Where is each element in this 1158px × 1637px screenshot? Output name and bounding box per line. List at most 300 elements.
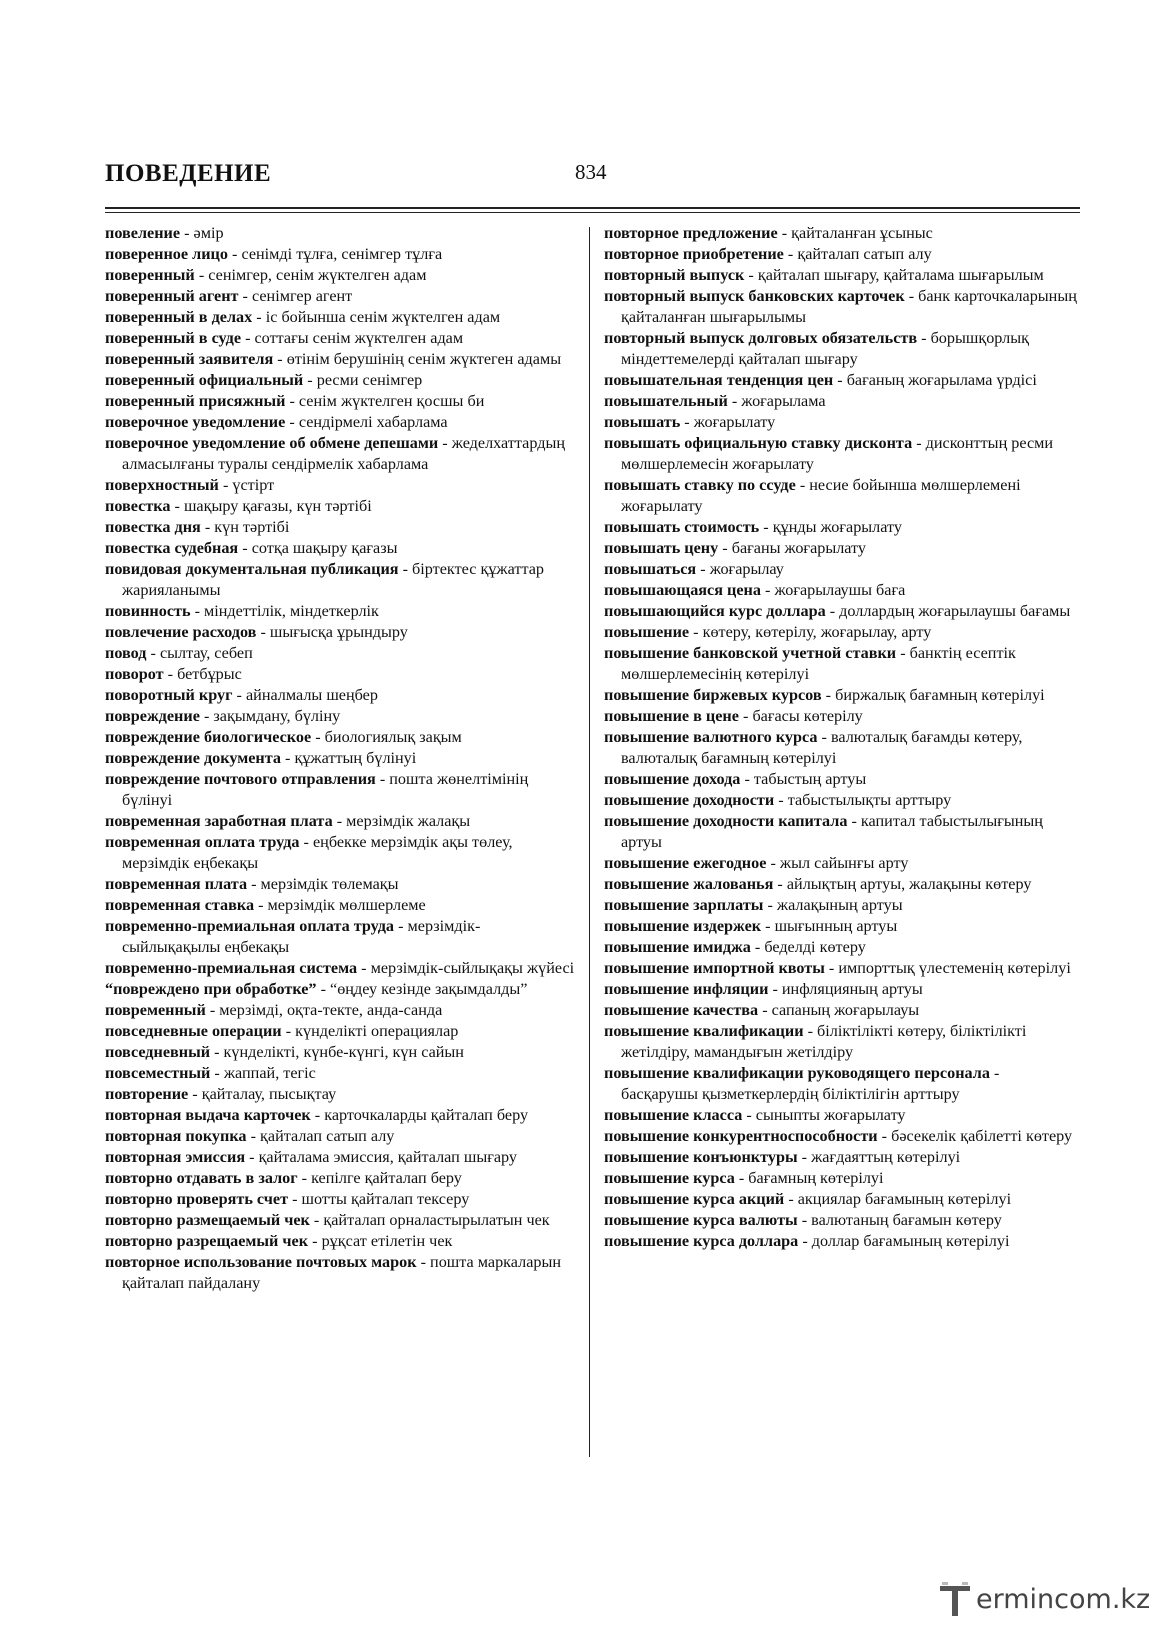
entry-term: повременно-премиальная оплата труда xyxy=(105,917,395,935)
dictionary-entry xyxy=(604,1105,1080,1126)
entry-separator: - xyxy=(989,1064,1000,1082)
dictionary-entry xyxy=(604,286,1080,328)
entry-separator: - xyxy=(689,623,703,641)
entry-term: повторение xyxy=(105,1085,189,1103)
dictionary-entry xyxy=(105,559,577,601)
entry-translation: борышқорлық міндеттемелерді қайталап шығару xyxy=(621,329,1029,368)
entry-translation: жағдаяттың көтерілуі xyxy=(811,1148,961,1166)
entry-term: повышение xyxy=(604,623,690,641)
entry-translation: бағасы көтерілу xyxy=(752,707,863,725)
entry-translation: жоғарылау xyxy=(709,560,784,578)
entry-translation: бағамның көтерілуі xyxy=(748,1169,884,1187)
entry-separator: - xyxy=(798,1232,812,1250)
entry-translation: басқарушы қызметкерлердің біліктілігін арттыру xyxy=(621,1085,960,1103)
dictionary-entry xyxy=(105,643,577,664)
entry-translation: дисконттың ресми мөлшерлемесін жоғарылату xyxy=(621,434,1054,473)
entry-separator: - xyxy=(718,539,732,557)
entry-translation: қайталап сатып алу xyxy=(260,1127,395,1145)
dictionary-entry xyxy=(604,853,1080,874)
dictionary-entry xyxy=(105,664,577,685)
entry-translation: сендірмелі хабарлама xyxy=(298,413,448,431)
entry-translation: қайталап сатып алу xyxy=(797,245,932,263)
entry-term: повестка xyxy=(105,497,171,515)
dictionary-entry xyxy=(105,1231,577,1252)
header-rule-thin xyxy=(105,212,1080,213)
entry-translation: сенімгер, сенім жүктелген адам xyxy=(208,266,427,284)
entry-translation: пошта жөнелтімінің бүлінуі xyxy=(122,770,529,809)
entry-separator: - xyxy=(297,1169,312,1187)
entry-translation: шотты қайталап тексеру xyxy=(301,1190,470,1208)
entry-term: повышение биржевых курсов xyxy=(604,686,822,704)
dictionary-entry xyxy=(105,223,577,244)
header-rule-thick xyxy=(105,207,1080,209)
entry-separator: - xyxy=(803,1022,818,1040)
entry-term: повышение курса xyxy=(604,1169,735,1187)
entry-separator: - xyxy=(238,539,252,557)
right-column xyxy=(604,223,1080,1252)
entry-translation: көтеру, көтерілу, жоғарылау, арту xyxy=(702,623,932,641)
entry-translation: пошта маркаларын қайталап пайдалану xyxy=(122,1253,562,1292)
dictionary-entry xyxy=(105,769,577,811)
dictionary-entry xyxy=(105,412,577,433)
entry-term: повышение импортной квоты xyxy=(604,959,825,977)
dictionary-entry xyxy=(604,1147,1080,1168)
dictionary-entry xyxy=(105,517,577,538)
entry-term: повышаться xyxy=(604,560,697,578)
entry-term: повышательная тенденция цен xyxy=(604,371,834,389)
dictionary-entry xyxy=(604,811,1080,853)
entry-term: повышение в цене xyxy=(604,707,739,725)
entry-translation: соттағы сенім жүктелген адам xyxy=(254,329,464,347)
entry-separator: - xyxy=(768,980,782,998)
entry-term: повторная эмиссия xyxy=(105,1148,246,1166)
entry-term: поверенный заявителя xyxy=(105,350,274,368)
entry-term: поверенный агент xyxy=(105,287,239,305)
entry-term: повреждение почтового отправления xyxy=(105,770,376,788)
entry-term: поверенный в суде xyxy=(105,329,242,347)
dictionary-entry xyxy=(105,349,577,370)
entry-translation: бәсекелік қабілетті көтеру xyxy=(891,1127,1073,1145)
entry-term: повременная оплата труда xyxy=(105,833,300,851)
dictionary-entry xyxy=(105,307,577,328)
entry-separator: - xyxy=(750,938,765,956)
dictionary-entry xyxy=(604,370,1080,391)
entry-term: повышать официальную ставку дисконта xyxy=(604,434,913,452)
dictionary-entry xyxy=(105,916,577,958)
entry-translation: банктің есептік мөлшерлемесінің көтерілуі xyxy=(621,644,1016,683)
dictionary-entry xyxy=(604,517,1080,538)
entry-term: повышение квалификации руководящего персонала xyxy=(604,1064,990,1082)
entry-term: повторно проверять счет xyxy=(105,1190,289,1208)
entry-separator: - xyxy=(824,959,839,977)
entry-translation: ресми сенімгер xyxy=(316,371,423,389)
dictionary-entry xyxy=(105,748,577,769)
entry-separator: - xyxy=(760,581,775,599)
dictionary-entry xyxy=(105,538,577,559)
entry-translation: міндеттілік, міндеткерлік xyxy=(204,602,379,620)
entry-translation: импорттық үлестеменің көтерілуі xyxy=(838,959,1071,977)
dictionary-entry xyxy=(604,1210,1080,1231)
entry-separator: - xyxy=(740,770,754,788)
entry-separator: - xyxy=(758,1001,772,1019)
entry-translation: доллар бағамының көтерілуі xyxy=(811,1232,1010,1250)
entry-term: повторно отдавать в залог xyxy=(105,1169,298,1187)
entry-separator: - xyxy=(285,392,299,410)
entry-term: повременная ставка xyxy=(105,896,255,914)
entry-separator: - xyxy=(833,371,847,389)
entry-separator: - xyxy=(311,728,325,746)
entry-separator: - xyxy=(281,1022,296,1040)
entry-translation: “өңдеу кезінде зақымдалды” xyxy=(330,980,528,998)
dictionary-entry xyxy=(604,391,1080,412)
entry-translation: қайталап шығару, қайталама шығарылым xyxy=(757,266,1044,284)
dictionary-entry xyxy=(105,1042,577,1063)
entry-separator: - xyxy=(783,245,798,263)
entry-term: повинность xyxy=(105,602,191,620)
entry-term: повседневный xyxy=(105,1043,211,1061)
dictionary-entry xyxy=(604,244,1080,265)
entry-term: повышение издержек xyxy=(604,917,762,935)
entry-translation: бағаны жоғарылату xyxy=(731,539,867,557)
entry-term: повторно размещаемый чек xyxy=(105,1211,310,1229)
entry-separator: - xyxy=(742,1106,756,1124)
entry-term: повестка дня xyxy=(105,518,201,536)
logo-text: ermincom.kz xyxy=(976,1584,1151,1615)
entry-term: повышать стоимость xyxy=(604,518,760,536)
entry-term: повторная выдача карточек xyxy=(105,1106,311,1124)
entry-term: повышение инфляции xyxy=(604,980,769,998)
entry-term: повременная плата xyxy=(105,875,248,893)
entry-separator: - xyxy=(734,1169,749,1187)
dictionary-entry xyxy=(604,937,1080,958)
entry-translation: мерзімдік-сыйлықақылы еңбекақы xyxy=(122,917,481,956)
entry-separator: - xyxy=(896,644,910,662)
entry-translation: іс бойынша сенім жүктелген адам xyxy=(265,308,501,326)
entry-translation: қайталанған ұсыныс xyxy=(791,224,933,242)
entry-translation: беделді көтеру xyxy=(764,938,866,956)
dictionary-entry xyxy=(105,1147,577,1168)
dictionary-entry xyxy=(604,790,1080,811)
dictionary-entry xyxy=(105,874,577,895)
entry-separator: - xyxy=(766,854,780,872)
entry-separator: - xyxy=(205,1001,220,1019)
dictionary-entry xyxy=(604,916,1080,937)
dictionary-entry xyxy=(604,1000,1080,1021)
entry-translation: шығысқа ұрындыру xyxy=(269,623,408,641)
entry-separator: - xyxy=(738,707,753,725)
dictionary-entry xyxy=(105,811,577,832)
entry-separator: - xyxy=(821,686,836,704)
entry-translation: биологиялық зақым xyxy=(324,728,462,746)
entry-separator: - xyxy=(759,518,773,536)
entry-separator: - xyxy=(288,1190,302,1208)
dictionary-entry xyxy=(604,265,1080,286)
entry-separator: - xyxy=(777,224,792,242)
entry-translation: мерзімдік жалақы xyxy=(346,812,471,830)
entry-translation: несие бойынша мөлшерлемені жоғарылату xyxy=(621,476,1021,515)
entry-translation: үстірт xyxy=(232,476,275,494)
entry-term: поверочное уведомление xyxy=(105,413,286,431)
dictionary-entry xyxy=(105,1105,577,1126)
entry-term: повышающийся курс доллара xyxy=(604,602,826,620)
dictionary-entry xyxy=(604,1189,1080,1210)
entry-term: повременно-премиальная система xyxy=(105,959,358,977)
entry-translation: доллардың жоғарылаушы бағамы xyxy=(839,602,1071,620)
entry-translation: жоғарылату xyxy=(693,413,776,431)
entry-translation: рұқсат етілетін чек xyxy=(321,1232,453,1250)
entry-term: повторная покупка xyxy=(105,1127,247,1145)
dictionary-entry xyxy=(105,1252,577,1294)
entry-separator: - xyxy=(763,896,777,914)
entry-term: повидовая документальная публикация xyxy=(105,560,399,578)
entry-separator: - xyxy=(727,392,742,410)
dictionary-entry xyxy=(604,1168,1080,1189)
entry-translation: жеделхаттардың алмасылғаны туралы сендірмелік хабарлама xyxy=(122,434,565,473)
entry-translation: қайталау, пысықтау xyxy=(201,1085,337,1103)
entry-term: повреждение документа xyxy=(105,749,281,767)
entry-term: повышение имиджа xyxy=(604,938,751,956)
entry-translation: биржалық бағамның көтерілуі xyxy=(835,686,1045,704)
entry-translation: күнделікті операциялар xyxy=(295,1022,459,1040)
dictionary-entry xyxy=(604,643,1080,685)
dictionary-entry xyxy=(105,265,577,286)
entry-separator: - xyxy=(247,875,261,893)
dictionary-entry xyxy=(105,979,577,1000)
entry-translation: валюталық бағамды көтеру, валюталық бағамның көтерілуі xyxy=(621,728,1023,767)
dictionary-entry xyxy=(105,1189,577,1210)
entry-term: повышение зарплаты xyxy=(604,896,764,914)
entry-separator: - xyxy=(332,812,347,830)
entry-separator: - xyxy=(194,266,209,284)
entry-separator: - xyxy=(774,791,788,809)
entry-translation: өтінім берушінің сенім жүктеген адамы xyxy=(286,350,562,368)
dictionary-entry xyxy=(604,706,1080,727)
entry-translation: бетбұрыс xyxy=(177,665,242,683)
entry-term: повышение жалованья xyxy=(604,875,774,893)
dictionary-entry xyxy=(105,433,577,475)
entry-translation: сенім жүктелген қосшы би xyxy=(298,392,485,410)
header-title: ПОВЕДЕНИЕ xyxy=(105,160,272,187)
dictionary-entry xyxy=(604,958,1080,979)
entry-term: повышающаяся цена xyxy=(604,581,761,599)
dictionary-entry xyxy=(604,580,1080,601)
entry-separator: - xyxy=(696,560,710,578)
entry-translation: сапаның жоғарылауы xyxy=(771,1001,920,1019)
entry-term: повышение доходности капитала xyxy=(604,812,848,830)
entry-separator: - xyxy=(394,917,408,935)
entry-translation: сенімгер агент xyxy=(251,287,353,305)
entry-term: повышение курса акций xyxy=(604,1190,785,1208)
page-number: 834 xyxy=(575,160,607,184)
dictionary-entry xyxy=(105,601,577,622)
entry-separator: - xyxy=(254,896,268,914)
dictionary-entry xyxy=(105,1210,577,1231)
entry-term: “повреждено при обработке” xyxy=(105,980,317,998)
entry-separator: - xyxy=(817,728,831,746)
entry-term: повторный выпуск xyxy=(604,266,745,284)
dictionary-entry xyxy=(604,685,1080,706)
entry-term: повторное предложение xyxy=(604,224,778,242)
entry-term: повреждение биологическое xyxy=(105,728,312,746)
entry-separator: - xyxy=(316,980,331,998)
termincom-logo[interactable] xyxy=(940,1582,1151,1622)
entry-separator: - xyxy=(680,413,694,431)
entry-separator: - xyxy=(252,308,266,326)
entry-separator: - xyxy=(210,1043,224,1061)
entry-separator: - xyxy=(761,917,775,935)
entry-term: повышение валютного курса xyxy=(604,728,818,746)
entry-translation: сенімді тұлға, сенімгер тұлға xyxy=(241,245,443,263)
entry-term: повторное использование почтовых марок xyxy=(105,1253,417,1271)
dictionary-entry xyxy=(105,1021,577,1042)
entry-separator: - xyxy=(190,602,205,620)
dictionary-entry xyxy=(604,727,1080,769)
entry-separator: - xyxy=(416,1253,431,1271)
entry-translation: біртектес құжаттар жарияланымы xyxy=(122,560,544,599)
entry-translation: айлықтың артуы, жалақыны көтеру xyxy=(786,875,1032,893)
entry-term: повременный xyxy=(105,1001,206,1019)
entry-separator: - xyxy=(256,623,270,641)
entry-translation: акциялар бағамының көтерілуі xyxy=(797,1190,1012,1208)
entry-separator: - xyxy=(238,287,252,305)
dictionary-entry xyxy=(604,1126,1080,1147)
dictionary-entry xyxy=(604,895,1080,916)
dictionary-entry xyxy=(604,223,1080,244)
entry-term: повременная заработная плата xyxy=(105,812,333,830)
entry-separator: - xyxy=(245,1148,259,1166)
termincom-logo-icon xyxy=(940,1582,974,1618)
dictionary-entry xyxy=(105,475,577,496)
entry-translation: зақымдану, бүліну xyxy=(213,707,341,725)
entry-translation: қайталап орналастырылатын чек xyxy=(323,1211,550,1229)
entry-separator: - xyxy=(357,959,371,977)
entry-translation: жоғарылама xyxy=(741,392,826,410)
dictionary-entry xyxy=(604,538,1080,559)
entry-translation: сотқа шақыру қағазы xyxy=(251,539,398,557)
entry-term: повышение курса доллара xyxy=(604,1232,799,1250)
entry-term: поверенный в делах xyxy=(105,308,253,326)
entry-separator: - xyxy=(825,602,840,620)
dictionary-entry xyxy=(105,622,577,643)
entry-term: повышение дохода xyxy=(604,770,741,788)
entry-translation: бағаның жоғарылама үрдісі xyxy=(846,371,1037,389)
entry-term: повеление xyxy=(105,224,181,242)
entry-term: повреждение xyxy=(105,707,200,725)
entry-term: повторный выпуск долговых обязательств xyxy=(604,329,918,347)
entry-translation: шығынның артуы xyxy=(774,917,898,935)
dictionary-entry xyxy=(105,706,577,727)
entry-separator: - xyxy=(309,1211,324,1229)
entry-term: повторно разрещаемый чек xyxy=(105,1232,309,1250)
entry-translation: мерзімдік төлемақы xyxy=(260,875,399,893)
dictionary-entry xyxy=(604,559,1080,580)
entry-separator: - xyxy=(744,266,758,284)
entry-translation: табыстылықты арттыру xyxy=(787,791,952,809)
entry-translation: әмір xyxy=(193,224,224,242)
entry-term: повышать цену xyxy=(604,539,719,557)
entry-separator: - xyxy=(308,1232,322,1250)
entry-term: повышение класса xyxy=(604,1106,743,1124)
entry-translation: инфляцияның артуы xyxy=(781,980,923,998)
dictionary-entry xyxy=(105,832,577,874)
entry-term: повышение банковской учетной ставки xyxy=(604,644,897,662)
entry-term: повышательный xyxy=(604,392,728,410)
entry-separator: - xyxy=(210,1064,224,1082)
entry-translation: карточкаларды қайталап беру xyxy=(324,1106,529,1124)
entry-term: поверенный присяжный xyxy=(105,392,286,410)
entry-term: поверенный официальный xyxy=(105,371,304,389)
dictionary-entry xyxy=(105,286,577,307)
entry-term: поверочное уведомление об обмене депешами xyxy=(105,434,439,452)
entry-separator: - xyxy=(797,1211,812,1229)
entry-term: поворот xyxy=(105,665,164,683)
entry-separator: - xyxy=(795,476,810,494)
entry-translation: жыл сайынғы арту xyxy=(779,854,909,872)
entry-separator: - xyxy=(246,1127,261,1145)
entry-term: повсеместный xyxy=(105,1064,211,1082)
entry-separator: - xyxy=(438,434,452,452)
entry-separator: - xyxy=(877,1127,892,1145)
entry-separator: - xyxy=(299,833,313,851)
entry-separator: - xyxy=(773,875,787,893)
entry-separator: - xyxy=(200,518,215,536)
entry-term: повышение доходности xyxy=(604,791,775,809)
dictionary-entry xyxy=(105,958,577,979)
entry-translation: шақыру қағазы, күн тәртібі xyxy=(183,497,372,515)
entry-translation: банк карточкаларының қайталанған шығарылымы xyxy=(621,287,1077,326)
entry-term: повторное приобретение xyxy=(604,245,784,263)
dictionary-entry xyxy=(105,1084,577,1105)
dictionary-entry xyxy=(604,1063,1080,1105)
entry-term: повышение квалификации xyxy=(604,1022,804,1040)
entry-translation: капитал табыстылығының артуы xyxy=(621,812,1043,851)
dictionary-entry xyxy=(604,769,1080,790)
dictionary-entry xyxy=(105,1126,577,1147)
entry-separator: - xyxy=(904,287,919,305)
entry-translation: біліктілікті көтеру, біліктілікті жетілдіру, мамандығын жетілдіру xyxy=(621,1022,1027,1061)
entry-term: повышение курса валюты xyxy=(604,1211,798,1229)
dictionary-entry xyxy=(105,370,577,391)
entry-term: повестка судебная xyxy=(105,539,239,557)
entry-separator: - xyxy=(146,644,160,662)
dictionary-entry xyxy=(604,412,1080,433)
entry-separator: - xyxy=(232,686,246,704)
entry-term: поворотный круг xyxy=(105,686,233,704)
entry-term: повод xyxy=(105,644,147,662)
dictionary-entry xyxy=(604,622,1080,643)
entry-translation: мерзімдік-сыйлықақы жүйесі xyxy=(370,959,575,977)
entry-translation: жалақының артуы xyxy=(776,896,903,914)
entry-separator: - xyxy=(227,245,242,263)
entry-term: повышение ежегодное xyxy=(604,854,767,872)
entry-translation: жоғарылаушы баға xyxy=(774,581,906,599)
dictionary-entry xyxy=(105,895,577,916)
entry-separator: - xyxy=(303,371,317,389)
entry-translation: валютаның бағамын көтеру xyxy=(811,1211,1002,1229)
entry-separator: - xyxy=(180,224,194,242)
dictionary-entry xyxy=(604,433,1080,475)
dictionary-entry xyxy=(105,685,577,706)
entry-separator: - xyxy=(398,560,413,578)
entry-translation: сылтау, себеп xyxy=(159,644,253,662)
dictionary-entry xyxy=(105,1000,577,1021)
entry-term: поверенное лицо xyxy=(105,245,228,263)
dictionary-entry xyxy=(105,244,577,265)
entry-translation: жаппай, тегіс xyxy=(223,1064,316,1082)
entry-translation: қайталама эмиссия, қайталап шығару xyxy=(258,1148,517,1166)
entry-separator: - xyxy=(285,413,299,431)
dictionary-entry xyxy=(604,1231,1080,1252)
